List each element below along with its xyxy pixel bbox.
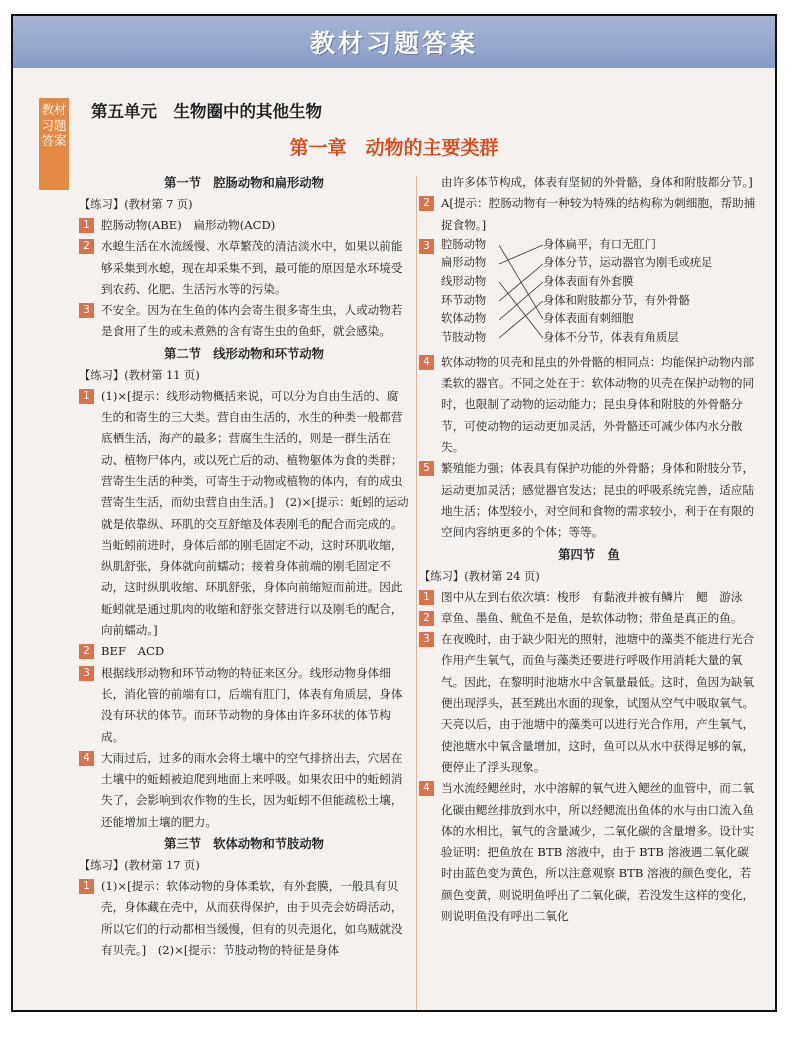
match-line <box>499 282 543 320</box>
item-number: 3 <box>79 303 94 318</box>
answer-item <box>419 193 759 236</box>
animal-label: 线形动物 <box>441 275 487 289</box>
answer-text: 当水流经鳃丝时，水中溶解的氧气进入鳃丝的血管中，而二氧化碳由鳃丝排放到水中，所以经鳃流出鱼体的水与由口流入鱼体的水相比，氧气的含量减少，二氧化碳的含量增多。设计实验证明：把鱼放在 BTB 溶液中，由于 BTB 溶液遇二氧化碳时由蓝色变为黄色，所以注意观察 BTB 溶液的颜色变化，若颜色变黄，则说明鱼呼出了二氧化碳，若没发生这样的变化，则说明鱼没有呼出二氧化 <box>441 781 755 924</box>
animal-label: 软体动物 <box>441 312 487 326</box>
answer-text: 图中从左到右依次填：梭形 有黏液并被有鳞片 鳃 游泳 <box>441 589 743 604</box>
answer-text: 腔肠动物(ABE) 扁形动物(ACD) <box>101 218 276 232</box>
item-number: 3 <box>419 632 434 647</box>
animal-list <box>441 236 486 348</box>
answer-item <box>79 236 409 300</box>
continued-text: 由许多体节构成，体表有坚韧的外骨骼，身体和附肢都分节。] <box>441 175 753 189</box>
answer-item <box>419 608 759 629</box>
item-number: 1 <box>419 590 434 605</box>
item-number: 2 <box>79 644 94 659</box>
answer-item <box>79 663 409 748</box>
section-title: 第二节 线形动物和环节动物 <box>164 346 324 361</box>
answer-item <box>419 352 759 458</box>
item-number: 1 <box>79 879 94 894</box>
column-divider <box>416 176 417 1012</box>
right-column <box>419 172 759 927</box>
answer-text: 章鱼、墨鱼、鱿鱼不是鱼，是软体动物；带鱼是真正的鱼。 <box>441 610 743 625</box>
left-column <box>79 172 409 961</box>
item-number: 3 <box>79 666 94 681</box>
match-line <box>499 245 543 264</box>
banner-title: 教材习题答案 <box>309 29 478 58</box>
item-number: 1 <box>79 218 94 233</box>
feature-label: 身体和附肢都分节，有外骨骼 <box>543 293 690 307</box>
answer-text: 不安全。因为在生鱼的体内会寄生很多寄生虫，人或动物若是食用了生的或未煮熟的含有寄生虫的鱼虾，就会感染。 <box>101 303 403 339</box>
answer-item <box>79 300 409 343</box>
item-number: 2 <box>79 239 94 254</box>
answer-item <box>79 876 409 961</box>
answer-text: (1)×[提示：线形动物概括来说，可以分为自由生活的、腐生的和寄生的三大类。营自由生活的，水生的种类一般都营底栖生活，海产的最多；营腐生生活的，则是一群生活在动、植物尸体内，或以死亡后的动、植物躯体为食的类群；营寄生生活的种类，可寄生于动物或植物的体内，有的成虫营寄生生活，而幼虫营自由生活。] (2)×[提示：蚯蚓的运动就是依靠纵、环肌的交互舒缩及体表刚毛的配合而完成的。当蚯蚓前进时，身体后部的刚毛固定不动，这时环肌收缩，纵肌舒张，身体就向前蠕动；接着身体前端的刚毛固定不动，这时纵肌收缩、环肌舒张，身体向前缩短而前进。因此蚯蚓就是通过肌肉的收缩和舒张交替进行以及刚毛的配合，向前蠕动。] <box>101 388 409 638</box>
practice-label: 【练习】(教材第 7 页) <box>79 198 193 211</box>
feature-label: 身体分节，运动器官为刚毛或疣足 <box>543 256 713 270</box>
animal-label: 环节动物 <box>441 293 487 307</box>
practice-label: 【练习】(教材第 17 页) <box>79 859 200 873</box>
answer-text: 根据线形动物和环节动物的特征来区分。线形动物身体细长，消化管的前端有口，后端有肛门，体表有角质层，身体没有环状的体节。而环节动物的身体由许多环状的体节构成。 <box>101 665 403 744</box>
answer-text: 软体动物的贝壳和昆虫的外骨骼的相同点：均能保护动物内部柔软的器官。不同之处在于：软体动物的贝壳在保护动物的同时，也限制了动物的运动能力；昆虫身体和附肢的外骨骼分节，可使动物的运动更加灵活，外骨骼还可减少体内水分散失。 <box>441 354 755 455</box>
animal-label: 腔肠动物 <box>441 237 487 251</box>
practice-label: 【练习】(教材第 11 页) <box>79 368 200 382</box>
item-number: 1 <box>79 389 94 404</box>
feature-label: 身体不分节，体表有角质层 <box>543 330 679 344</box>
feature-list <box>543 236 712 348</box>
answer-item <box>419 458 759 543</box>
answer-text: 大雨过后，过多的雨水会将土壤中的空气排挤出去，穴居在土壤中的蚯蚓被迫爬到地面上来呼吸。如果农田中的蚯蚓消失了，会影响到农作物的生长，因为蚯蚓不但能疏松土壤，还能增加土壤的肥力。 <box>101 750 403 829</box>
page-frame <box>11 14 777 1012</box>
answer-text: (1)×[提示：软体动物的身体柔软，有外套膜，一般具有贝壳，身体藏在壳中，从而获得保护，由于贝壳会妨碍活动，所以它们的行动都相当缓慢，但有的贝壳退化，如乌贼就没有贝壳。] (2)×[提示：节肢动物的特征是身体 <box>101 879 403 957</box>
section-title: 第一节 腔肠动物和扁形动物 <box>164 176 324 190</box>
header-banner <box>13 16 775 68</box>
answer-text: BEF ACD <box>101 644 165 659</box>
answer-item <box>79 215 409 236</box>
matching-item <box>419 236 759 352</box>
matching-diagram <box>441 236 759 348</box>
side-tab: 教材习题答案 <box>39 98 69 190</box>
match-line <box>499 282 543 338</box>
answer-text: 在夜晚时，由于缺少阳光的照射，池塘中的藻类不能进行光合作用产生氧气，而鱼与藻类还要进行呼吸作用消耗大量的氧气。因此，在黎明时池塘水中含氧量最低。这时，鱼因为缺氧便出现浮头，甚至跳出水面的现象，试图从空气中吸取氧气。天亮以后，由于池塘中的藻类可以进行光合作用，产生氧气，使池塘水中氧含量增加，这时，鱼可以从水中获得足够的氧，便停止了浮头现象。 <box>441 632 755 774</box>
answer-item <box>419 587 759 608</box>
item-number: 2 <box>419 196 434 211</box>
answer-item <box>419 778 759 927</box>
feature-label: 身体扁平，有口无肛门 <box>543 237 656 251</box>
feature-label: 身体表面有刺细胞 <box>543 312 634 326</box>
section-title: 第四节 鱼 <box>558 547 620 562</box>
item-number: 4 <box>79 751 94 766</box>
item-number: 2 <box>419 611 434 626</box>
section-title: 第三节 软体动物和节肢动物 <box>164 837 324 852</box>
item-number: 5 <box>419 461 434 476</box>
item-number: 4 <box>419 355 434 370</box>
matching-lines <box>499 236 543 348</box>
answer-text: 繁殖能力强；体表具有保护功能的外骨骼；身体和附肢分节，运动更加灵活；感觉器官发达；昆虫的呼吸系统完善，适应陆地生活；体型较小，对空间和食物的需求较小，利于在有限的空间内容纳更多的个体；等等。 <box>441 461 755 540</box>
chapter-title: 第一章 动物的主要类群 <box>289 137 499 159</box>
match-line <box>499 301 543 338</box>
animal-label: 扁形动物 <box>441 256 487 270</box>
unit-title: 第五单元 生物圈中的其他生物 <box>91 102 322 121</box>
item-number: 4 <box>419 781 434 796</box>
match-line <box>499 264 543 301</box>
answer-item <box>419 629 759 778</box>
practice-label: 【练习】(教材第 24 页) <box>419 569 540 583</box>
item-number: 3 <box>419 239 434 254</box>
animal-label: 节肢动物 <box>441 330 487 344</box>
feature-label: 身体表面有外套膜 <box>543 275 634 289</box>
answer-item <box>79 748 409 833</box>
answer-text: A[提示：腔肠动物有一种较为特殊的结构称为刺细胞，帮助捕捉食物。] <box>441 196 756 232</box>
answer-text: 水螅生活在水流缓慢、水草繁茂的清洁淡水中，如果以前能够采集到水螅，现在却采集不到，最可能的原因是水环境受到农药、化肥、生活污水等的污染。 <box>101 239 403 296</box>
answer-item <box>79 641 409 662</box>
answer-item <box>79 386 409 642</box>
